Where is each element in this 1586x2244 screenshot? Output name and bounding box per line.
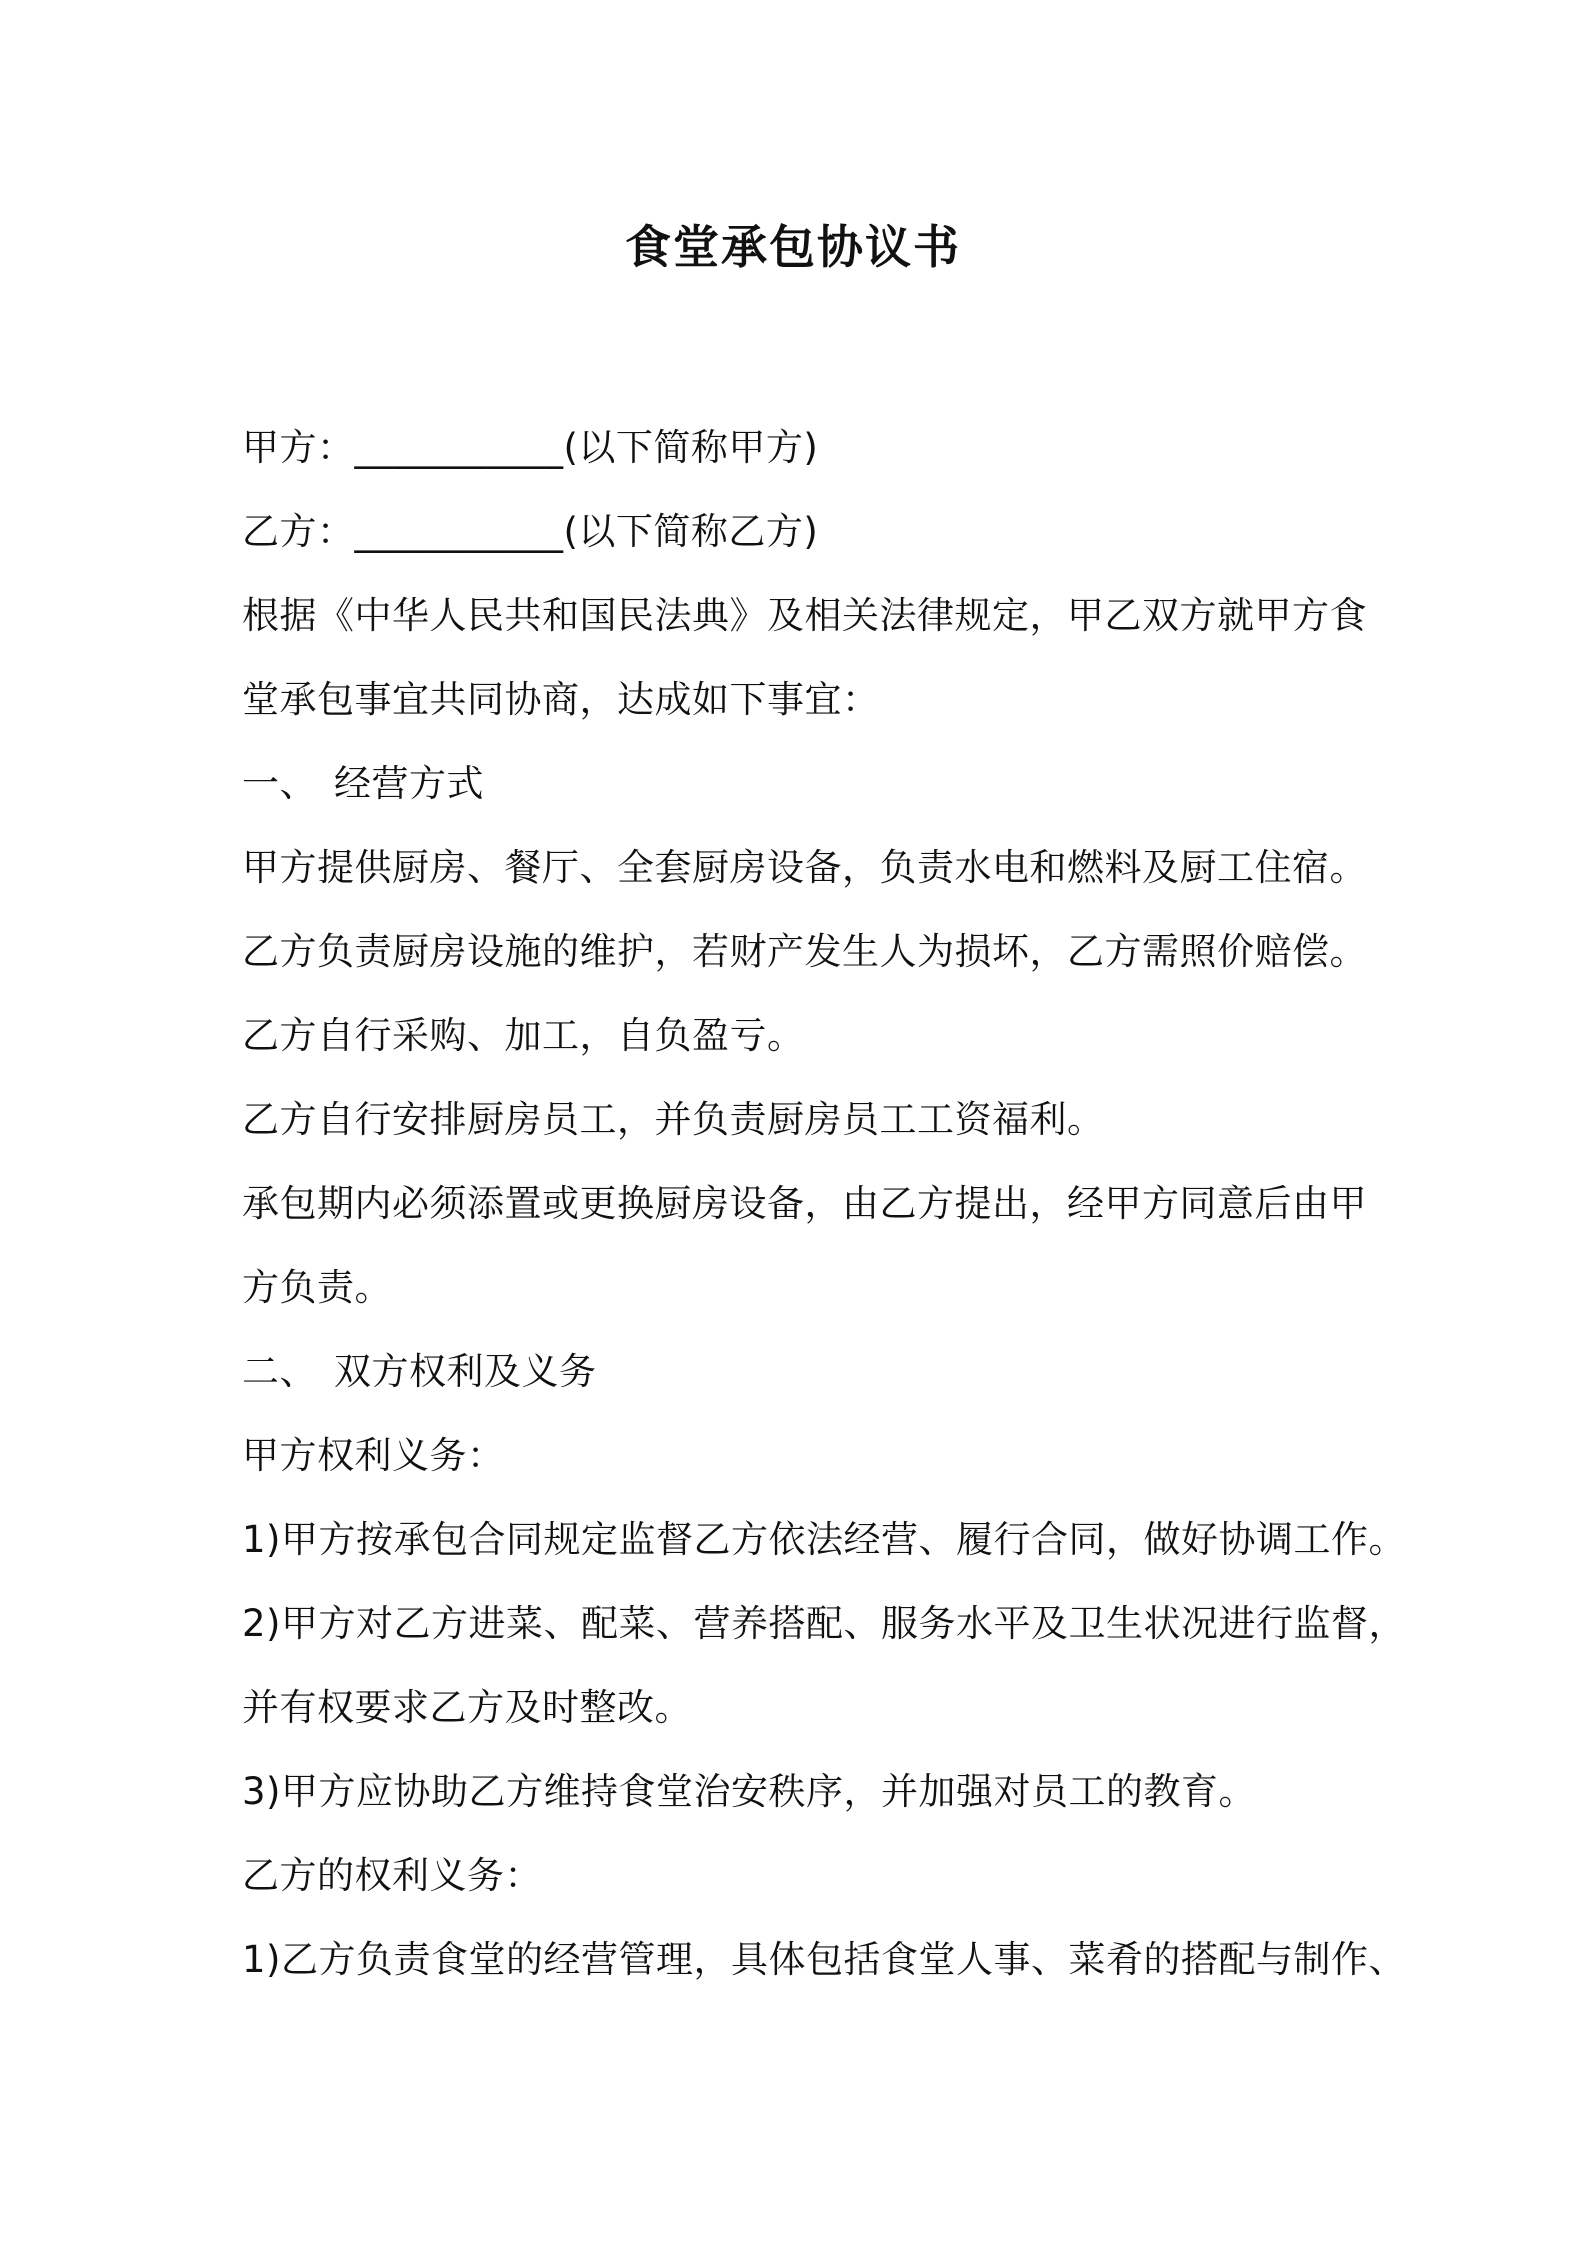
section-1-number: 一、	[242, 762, 317, 805]
party-a-rights-heading: 甲方权利义务：	[242, 1434, 505, 1477]
party-b-rights-heading: 乙方的权利义务：	[242, 1854, 542, 1897]
intro-line-1: 根据《中华人民共和国民法典》及相关法律规定，甲乙双方就甲方食	[242, 594, 1367, 637]
document-title: 食堂承包协议书	[625, 220, 961, 274]
section-2-heading	[242, 1330, 1362, 1414]
section-1-line-6: 方负责。	[242, 1266, 392, 1309]
section-1-line-1: 甲方提供厨房、餐厅、全套厨房设备，负责水电和燃料及厨工住宿。	[242, 846, 1367, 889]
party-a-item-2-line-1: 2)甲方对乙方进菜、配菜、营养搭配、服务水平及卫生状况进行监督，	[242, 1602, 1406, 1645]
section-1-title: 经营方式	[334, 762, 484, 805]
section-1-line-2: 乙方负责厨房设施的维护，若财产发生人为损坏，乙方需照价赔偿。	[242, 930, 1367, 973]
document-body	[242, 406, 1406, 2002]
party-a-line: 甲方：___________(以下简称甲方)	[242, 426, 819, 469]
section-2-title: 双方权利及义务	[334, 1350, 597, 1393]
party-a-item-1: 1)甲方按承包合同规定监督乙方依法经营、履行合同，做好协调工作。	[242, 1518, 1406, 1561]
section-2-number: 二、	[242, 1350, 317, 1393]
party-b-item-1: 1)乙方负责食堂的经营管理，具体包括食堂人事、菜肴的搭配与制作、	[242, 1938, 1406, 1981]
party-a-item-3: 3)甲方应协助乙方维持食堂治安秩序，并加强对员工的教育。	[242, 1770, 1256, 1813]
section-1-line-4: 乙方自行安排厨房员工，并负责厨房员工工资福利。	[242, 1098, 1105, 1141]
section-1-line-3: 乙方自行采购、加工，自负盈亏。	[242, 1014, 805, 1057]
party-b-line: 乙方：___________(以下简称乙方)	[242, 510, 819, 553]
party-a-item-2-line-2: 并有权要求乙方及时整改。	[242, 1686, 692, 1729]
section-1-heading	[242, 742, 1362, 826]
section-1-line-5: 承包期内必须添置或更换厨房设备，由乙方提出，经甲方同意后由甲	[242, 1182, 1367, 1225]
intro-line-2: 堂承包事宜共同协商，达成如下事宜：	[242, 678, 880, 721]
